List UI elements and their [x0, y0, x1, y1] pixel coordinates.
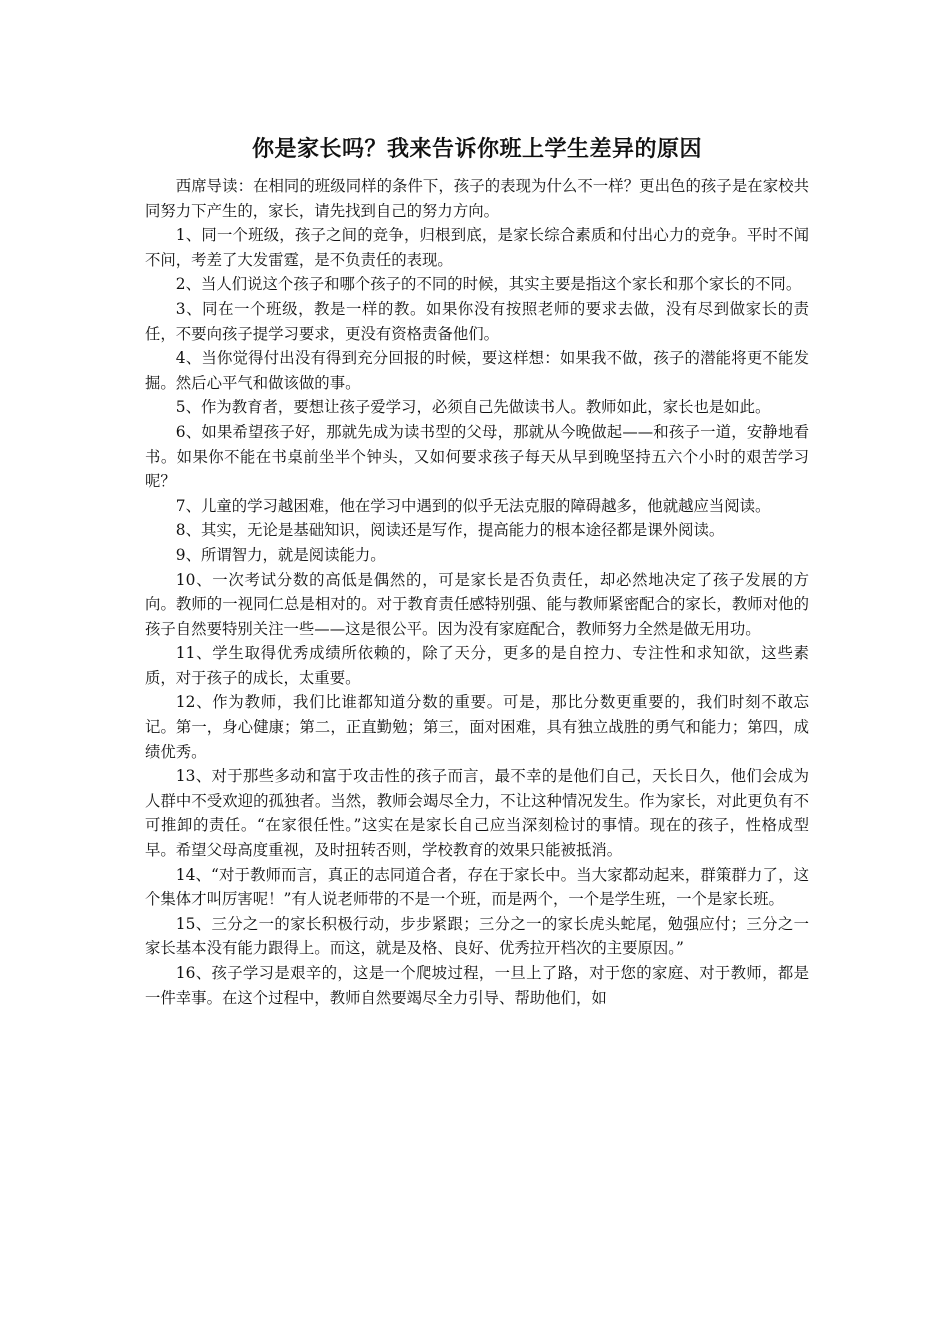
- paragraph-item-4: 4、当你觉得付出没有得到充分回报的时候，要这样想：如果我不做，孩子的潜能将更不能发掘。然后心平气和做该做的事。: [145, 349, 809, 392]
- paragraph-item-16: 16、孩子学习是艰辛的，这是一个爬坡过程，一旦上了路，对于您的家庭、对于教师，都是一件幸事。在这个过程中，教师自然要竭尽全力引导、帮助他们，如: [145, 964, 809, 1007]
- paragraph-item-3: 3、同在一个班级，教是一样的教。如果你没有按照老师的要求去做，没有尽到做家长的责任，不要向孩子提学习要求，更没有资格责备他们。: [145, 299, 809, 343]
- paragraph-item-15: 15、三分之一的家长积极行动，步步紧跟；三分之一的家长虎头蛇尾，勉强应付；三分之一家长基本没有能力跟得上。而这，就是及格、良好、优秀拉开档次的主要原因。”: [145, 914, 809, 958]
- document-page: [145, 132, 809, 1010]
- paragraph-item-14: 14、“对于教师而言，真正的志同道合者，存在于家长中。当大家都动起来，群策群力了，这个集体才叫厉害呢！”有人说老师带的不是一个班，而是两个，一个是学生班，一个是家长班。: [145, 865, 809, 909]
- paragraph-item-2: 2、当人们说这个孩子和哪个孩子的不同的时候，其实主要是指这个家长和那个家长的不同。: [175, 275, 802, 294]
- paragraph-item-7: 7、儿童的学习越困难，他在学习中遇到的似乎无法克服的障碍越多，他就越应当阅读。: [175, 496, 771, 515]
- document-body: [145, 174, 809, 1010]
- intro-paragraph: 西席导读：在相同的班级同样的条件下，孩子的表现为什么不一样？更出色的孩子是在家校共同努力下产生的，家长，请先找到自己的努力方向。: [145, 177, 809, 220]
- paragraph-item-6: 6、如果希望孩子好，那就先成为读书型的父母，那就从今晚做起——和孩子一道，安静地看书。如果你不能在书桌前坐半个钟头，又如何要求孩子每天从早到晚坚持五六个小时的艰苦学习呢？: [145, 422, 809, 491]
- paragraph-item-9: 9、所谓智力，就是阅读能力。: [175, 545, 386, 564]
- paragraph-item-5: 5、作为教育者，要想让孩子爱学习，必须自己先做读书人。教师如此，家长也是如此。: [175, 398, 771, 417]
- paragraph-item-11: 11、学生取得优秀成绩所依赖的，除了天分，更多的是自控力、专注性和求知欲，这些素质，对于孩子的成长，太重要。: [145, 644, 809, 687]
- paragraph-item-10: 10、一次考试分数的高低是偶然的，可是家长是否负责任，却必然地决定了孩子发展的方向。教师的一视同仁总是相对的。对于教育责任感特别强、能与教师紧密配合的家长，教师对他的孩子自然要特别关注一些——这是很公平。因为没有家庭配合，教师努力全然是做无用功。: [145, 570, 809, 638]
- paragraph-item-13: 13、对于那些多动和富于攻击性的孩子而言，最不幸的是他们自己，天长日久，他们会成为人群中不受欢迎的孤独者。当然，教师会竭尽全力，不让这种情况发生。作为家长，对此更负有不可推卸的责任。“在家很任性。”这实在是家长自己应当深刻检讨的事情。现在的孩子，性格成型早。希望父母高度重视，及时扭转否则，学校教育的效果只能被抵消。: [145, 767, 809, 860]
- document-title: 你是家长吗？我来告诉你班上学生差异的原因: [251, 136, 702, 162]
- paragraph-item-12: 12、作为教师，我们比谁都知道分数的重要。可是，那比分数更重要的，我们时刻不敢忘记。第一，身心健康；第二，正直勤勉；第三，面对困难，具有独立战胜的勇气和能力；第四，成绩优秀。: [145, 693, 809, 761]
- paragraph-item-8: 8、其实，无论是基础知识，阅读还是写作，提高能力的根本途径都是课外阅读。: [175, 521, 725, 540]
- paragraph-item-1: 1、同一个班级，孩子之间的竞争，归根到底，是家长综合素质和付出心力的竞争。平时不闻不问，考差了大发雷霆，是不负责任的表现。: [145, 226, 809, 269]
